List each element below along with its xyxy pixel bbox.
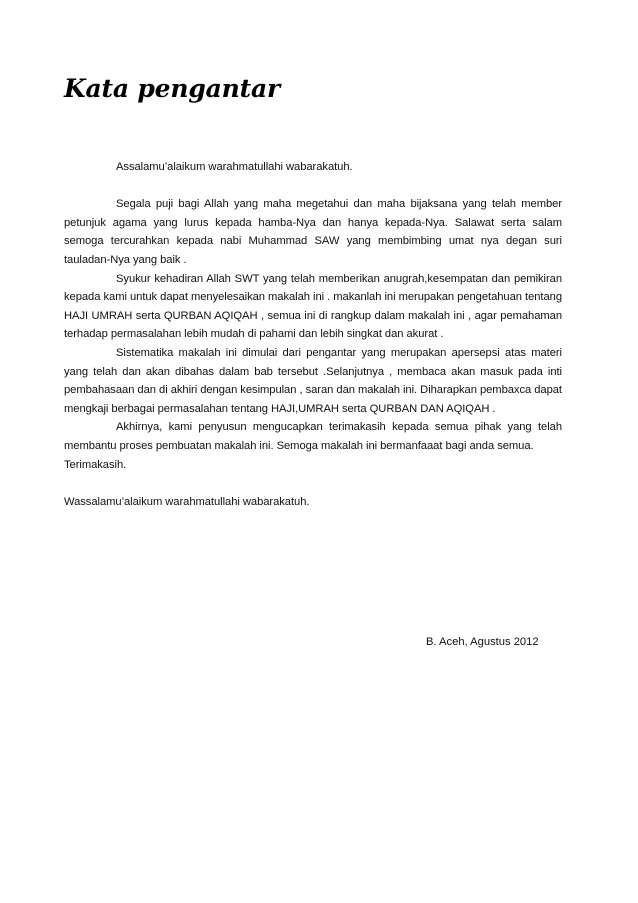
closing-line: Wassalamu’alaikum warahmatullahi wabarakatuh. (64, 495, 310, 508)
paragraph-acknowledgement: Akhirnya, kami penyusun mengucapkan terimakasih kepada semua pihak yang telah membantu proses pembuatan makalah ini. Semoga makalah ini bermanfaaat bagi anda semua. (64, 421, 562, 452)
place-date-signature: B. Aceh, Agustus 2012 (426, 636, 539, 648)
thanks-line: Terimakasih. (64, 458, 127, 471)
paragraph-systematics: Sistematika makalah ini dimulai dari pengantar yang merupakan apersepsi atas materi yang telah dan akan dibahas dalam bab tersebut .Selanjutnya , membaca akan masuk pada inti pembahasaan dan di akhiri dengan kesimpulan , saran dan makalah ini. Diharapkan pembaxca dapat mengkaji berbagai permasalahan tentang HAJI,UMRAH serta QURBAN DAN AQIQAH . (64, 346, 562, 415)
paragraph-praise: Segala puji bagi Allah yang maha megetahui dan maha bijaksana yang telah member petunjuk agama yang lurus kepada hamba-Nya dan hanya kepada-Nya. Salawat serta salam semoga tercurahkan kepada nabi Muhammad SAW yang membimbing umat nya degan suri tauladan-Nya yang baik . (64, 198, 562, 266)
page-title: Kata pengantar (64, 74, 280, 103)
paragraph-spacer (64, 177, 562, 196)
greeting-line: Assalamu’alaikum warahmatullahi wabarakatuh. (116, 161, 353, 173)
paragraph-spacer (64, 474, 562, 493)
document-body (64, 158, 562, 511)
paragraph-gratitude: Syukur kehadiran Allah SWT yang telah memberikan anugrah,kesempatan dan pemikiran kepada kami untuk dapat menyelesaikan makalah ini . makanlah ini merupakan pengetahuan tentang HAJI UMRAH serta QURBAN AQIQAH , semua ini di rangkup dalam makalah ini , agar pemahaman terhadap permasalahan lebih mudah di pahami dan lebih singkat dan akurat . (64, 272, 562, 341)
